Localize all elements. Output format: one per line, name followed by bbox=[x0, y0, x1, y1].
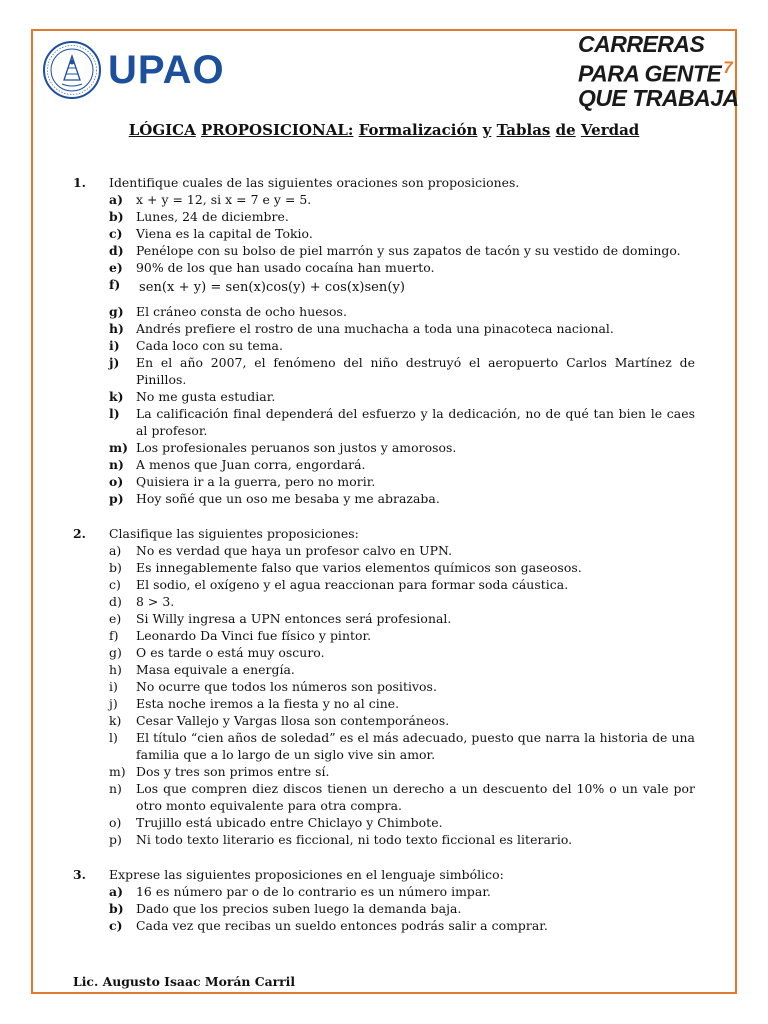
list-item-formula: f) sen(x + y) = sen(x)cos(y) + cos(x)sen(y) bbox=[109, 277, 405, 295]
list-item: d) 8 > 3. bbox=[109, 594, 175, 609]
list-item: n) Los que compren diez discos tienen un derecho a un descuento del 10% o un vale por otro monto equivalente para otra compra. bbox=[109, 781, 695, 813]
slogan-line: CARRERAS bbox=[578, 31, 705, 57]
list-item: h) Masa equivale a energía. bbox=[109, 662, 295, 677]
list-item: g) O es tarde o está muy oscuro. bbox=[109, 645, 325, 660]
exercise-section bbox=[73, 525, 695, 848]
section-number: 1. bbox=[73, 175, 87, 190]
list-item: a) 16 es número par o de lo contrario es un número impar. bbox=[109, 884, 491, 899]
list-item: i) Cada loco con su tema. bbox=[109, 338, 283, 353]
university-seal-logo bbox=[42, 40, 102, 100]
page-title: LÓGICA PROPOSICIONAL: Formalización y Tablas de Verdad bbox=[128, 121, 640, 139]
list-item: a) No es verdad que haya un profesor calvo en UPN. bbox=[109, 543, 453, 558]
list-item: b) Es innegablemente falso que varios elementos químicos son gaseosos. bbox=[109, 560, 582, 575]
section-heading: Exprese las siguientes proposiciones en el lenguaje simbólico: bbox=[109, 867, 504, 882]
list-item: o) Quisiera ir a la guerra, pero no morir. bbox=[109, 474, 376, 489]
list-item: b) Dado que los precios suben luego la demanda baja. bbox=[109, 901, 462, 916]
section-heading: Identifique cuales de las siguientes oraciones son proposiciones. bbox=[109, 175, 520, 190]
list-item: f) Leonardo Da Vinci fue físico y pintor. bbox=[109, 628, 372, 643]
trig-formula: sen(x + y) = sen(x)cos(y) + cos(x)sen(y) bbox=[139, 280, 405, 295]
university-logo-text: UPAO bbox=[108, 48, 225, 92]
exercise-section bbox=[73, 866, 695, 934]
slogan-line: QUE TRABAJA bbox=[578, 84, 739, 111]
list-item: g) El cráneo consta de ocho huesos. bbox=[109, 304, 347, 319]
list-item: j) En el año 2007, el fenómeno del niño destruyó el aeropuerto Carlos Martínez de Pinillos. bbox=[109, 355, 695, 387]
list-item: l) El título “cien años de soledad” es el más adecuado, puesto que narra la historia de una familia que a lo largo de un siglo vive sin amor. bbox=[109, 730, 695, 762]
list-item: o) Trujillo está ubicado entre Chiclayo y Chimbote. bbox=[109, 815, 443, 830]
list-item: n) A menos que Juan corra, engordará. bbox=[109, 457, 366, 472]
exercise-section bbox=[73, 174, 695, 507]
list-item: b) Lunes, 24 de diciembre. bbox=[109, 209, 289, 224]
list-item: p) Hoy soñé que un oso me besaba y me abrazaba. bbox=[109, 491, 440, 506]
list-item: i) No ocurre que todos los números son positivos. bbox=[109, 679, 437, 694]
slogan-mark: 7 bbox=[723, 58, 733, 77]
list-item: m) Los profesionales peruanos son justos y amorosos. bbox=[109, 440, 457, 455]
list-item: j) Esta noche iremos a la fiesta y no al cine. bbox=[109, 696, 400, 711]
list-item: k) Cesar Vallejo y Vargas llosa son contemporáneos. bbox=[109, 713, 450, 728]
list-item: a) x + y = 12, si x = 7 e y = 5. bbox=[109, 192, 312, 207]
list-item: c) El sodio, el oxígeno y el agua reaccionan para formar soda cáustica. bbox=[109, 577, 569, 592]
list-item: c) Cada vez que recibas un sueldo entonces podrás salir a comprar. bbox=[109, 918, 548, 933]
section-number: 2. bbox=[73, 526, 87, 541]
author-footer: Lic. Augusto Isaac Morán Carril bbox=[73, 974, 296, 989]
list-item: l) La calificación final dependerá del esfuerzo y la dedicación, no de qué tan bien le caes al profesor. bbox=[109, 406, 695, 438]
list-item: m) Dos y tres son primos entre sí. bbox=[109, 764, 330, 779]
list-item: e) 90% de los que han usado cocaína han muerto. bbox=[109, 260, 435, 275]
list-item: k) No me gusta estudiar. bbox=[109, 389, 276, 404]
slogan-line: PARA GENTE $^7$ bbox=[578, 58, 733, 87]
list-item: h) Andrés prefiere el rostro de una muchacha a toda una pinacoteca nacional. bbox=[109, 321, 614, 336]
list-item: e) Si Willy ingresa a UPN entonces será profesional. bbox=[109, 611, 452, 626]
section-number: 3. bbox=[73, 867, 87, 882]
list-item: c) Viena es la capital de Tokio. bbox=[109, 226, 313, 241]
list-item: p) Ni todo texto literario es ficcional, ni todo texto ficcional es literario. bbox=[109, 832, 573, 847]
section-heading: Clasifique las siguientes proposiciones: bbox=[109, 526, 359, 541]
exercise-list bbox=[73, 174, 695, 952]
slogan-logo bbox=[578, 31, 739, 111]
list-item: d) Penélope con su bolso de piel marrón y sus zapatos de tacón y su vestido de domingo. bbox=[109, 243, 681, 258]
